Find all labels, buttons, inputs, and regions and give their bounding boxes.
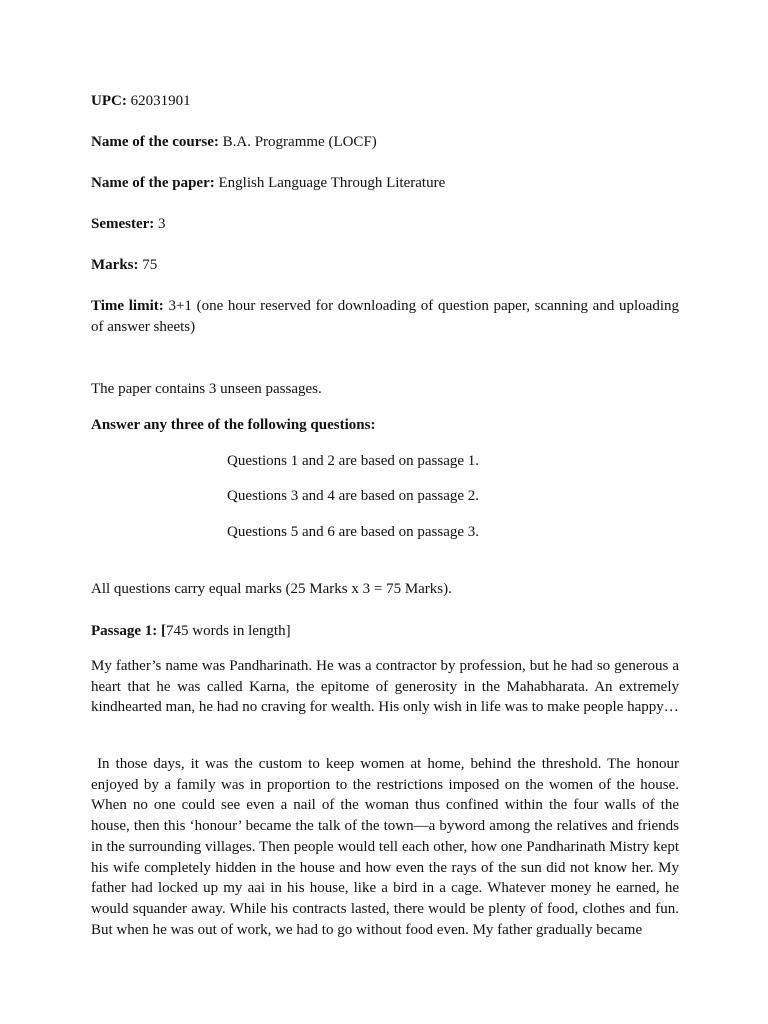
upc-line bbox=[91, 91, 679, 112]
passage1-paragraph-1: My father’s name was Pandharinath. He was a contractor by profession, but he had so generous a heart that he was called Karna, the epitome of generosity in the Mahabharata. An extremely kindhearted man, he had no craving for wealth. His only wish in life was to make people happy… bbox=[91, 658, 679, 716]
semester-line bbox=[91, 214, 679, 235]
paper-value: English Language Through Literature bbox=[218, 175, 446, 191]
contains-text: The paper contains 3 unseen passages. bbox=[91, 381, 322, 397]
passage1-paragraph-2: In those days, it was the custom to keep women at home, behind the threshold. The honour enjoyed by a family was in proportion to the restrictions imposed on the women of the house. When no one could see even a nail of the woman thus confined within the four walls of the house, then this ‘honour’ became the talk of the town—a byword among the relatives and friends in the surrounding villages. Then people would tell each other, how one Pandharinath Mistry kept his wife completely hidden in the house and how even the rays of the sun did not know her. My father had locked up my aai in his house, like a bird in a cage. Whatever money he earned, he would squander away. While his contracts lasted, there would be plenty of food, clothes and fun. But when he was out of work, we had to go without food even. My father gradually became bbox=[91, 756, 683, 938]
course-label: Name of the course: bbox=[91, 134, 219, 150]
passage1-heading bbox=[91, 621, 679, 642]
semester-label: Semester: bbox=[91, 216, 155, 232]
upc-label: UPC: bbox=[91, 93, 127, 109]
passage1-label: Passage 1: [ bbox=[91, 623, 166, 639]
course-value: B.A. Programme (LOCF) bbox=[222, 134, 377, 150]
marks-value: 75 bbox=[142, 257, 158, 273]
passage1-length: 745 words in length] bbox=[166, 623, 291, 639]
time-label: Time limit: bbox=[91, 298, 164, 314]
questions-3-4-note: Questions 3 and 4 are based on passage 2. bbox=[227, 488, 480, 504]
paper-label: Name of the paper: bbox=[91, 175, 215, 191]
answer-heading: Answer any three of the following questions: bbox=[91, 417, 376, 433]
equal-marks-text: All questions carry equal marks (25 Marks x 3 = 75 Marks). bbox=[91, 581, 452, 597]
marks-label: Marks: bbox=[91, 257, 139, 273]
upc-value: 62031901 bbox=[130, 93, 191, 109]
questions-1-2-note: Questions 1 and 2 are based on passage 1. bbox=[227, 453, 480, 469]
marks-line bbox=[91, 255, 679, 276]
time-value: 3+1 (one hour reserved for downloading of question paper, scanning and uploading of answer sheets) bbox=[91, 298, 680, 335]
time-limit-line bbox=[91, 296, 679, 338]
semester-value: 3 bbox=[158, 216, 166, 232]
course-line bbox=[91, 132, 679, 153]
questions-5-6-note: Questions 5 and 6 are based on passage 3. bbox=[227, 524, 480, 540]
paper-line bbox=[91, 173, 679, 194]
